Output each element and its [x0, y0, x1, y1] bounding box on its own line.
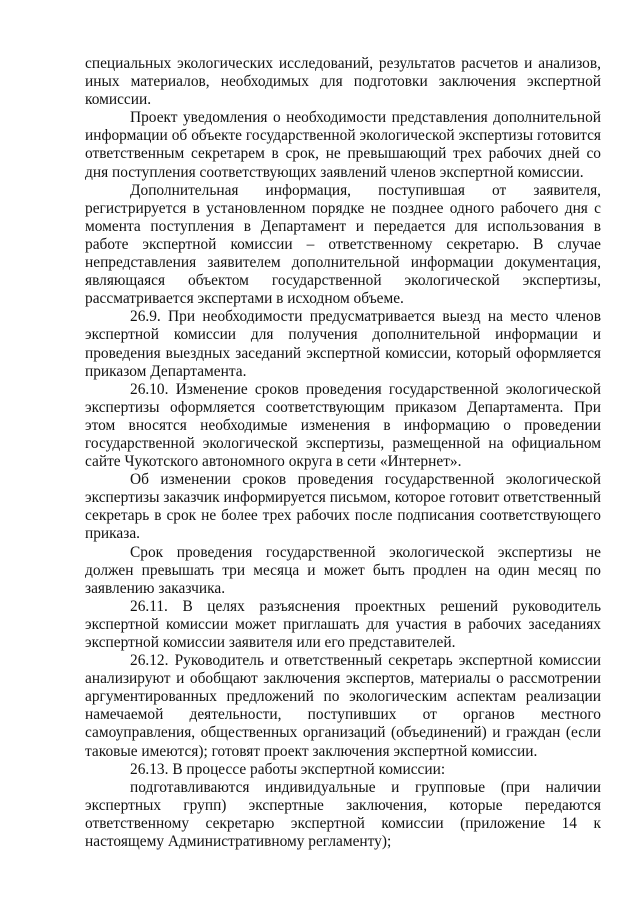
- paragraph-review-period: Срок проведения государственной экологической экспертизы не должен превышать три месяца и может быть продлен на один месяц по заявлению заказчика.: [85, 543, 601, 597]
- paragraph-26-12: 26.12. Руководитель и ответственный секретарь экспертной комиссии анализируют и обобщают заключения экспертов, материалы о рассмотрении аргументированных предложений по экологическим аспектам реализации намечаемой деятельности, поступивших от органов местного самоуправления, общественных организаций (объединений) и граждан (если таковые имеются); готовят проект заключения экспертной комиссии.: [85, 652, 601, 760]
- paragraph-26-13: 26.13. В процессе работы экспертной комиссии:: [130, 760, 446, 778]
- paragraph-26-11: 26.11. В целях разъяснения проектных решений руководитель экспертной комиссии может приглашать для участия в рабочих заседаниях экспертной комиссии заявителя или его представителей.: [85, 597, 601, 651]
- paragraph-additional-info: Дополнительная информация, поступившая от заявителя, регистрируется в установленном порядке не позднее одного рабочего дня с момента поступления в Департамент и передается для использования в работе экспертной комиссии – ответственному секретарю. В случае непредставления заявителем дополнительной информации документация, являющаяся объектом государственной экологической экспертизы, рассматривается экспертами в исходном объеме.: [85, 181, 601, 308]
- paragraph-26-10: 26.10. Изменение сроков проведения государственной экологической экспертизы оформляется соответствующим приказом Департамента. При этом вносятся необходимые изменения в информацию о проведении государственной экологической экспертизы, размещенной на официальном сайте Чукотского автономного округа в сети «Интернет».: [85, 380, 601, 471]
- paragraph-deadline-change-notice: Об изменении сроков проведения государственной экологической экспертизы заказчик информируется письмом, которое готовит ответственный секретарь в срок не более трех рабочих после подписания соответствующего приказа.: [85, 471, 601, 543]
- paragraph-expert-reports: подготавливаются индивидуальные и групповые (при наличии экспертных групп) экспертные заключения, которые передаются ответственному секретарю экспертной комиссии (приложение 14 к настоящему Административному регламенту);: [85, 778, 601, 851]
- paragraph-continuation: специальных экологических исследований, результатов расчетов и анализов, иных материалов, необходимых для подготовки заключения экспертной комиссии.: [85, 55, 601, 109]
- paragraph-26-9: 26.9. При необходимости предусматривается выезд на место членов экспертной комиссии для получения дополнительной информации и проведения выездных заседаний экспертной комиссии, который оформляется приказом Департамента.: [85, 308, 601, 380]
- paragraph-notice-draft: Проект уведомления о необходимости представления дополнительной информации об объекте государственной экологической экспертизы готовится ответственным секретарем в срок, не превышающий трех рабочих дней со дня поступления соответствующих заявлений членов экспертной комиссии.: [85, 109, 601, 181]
